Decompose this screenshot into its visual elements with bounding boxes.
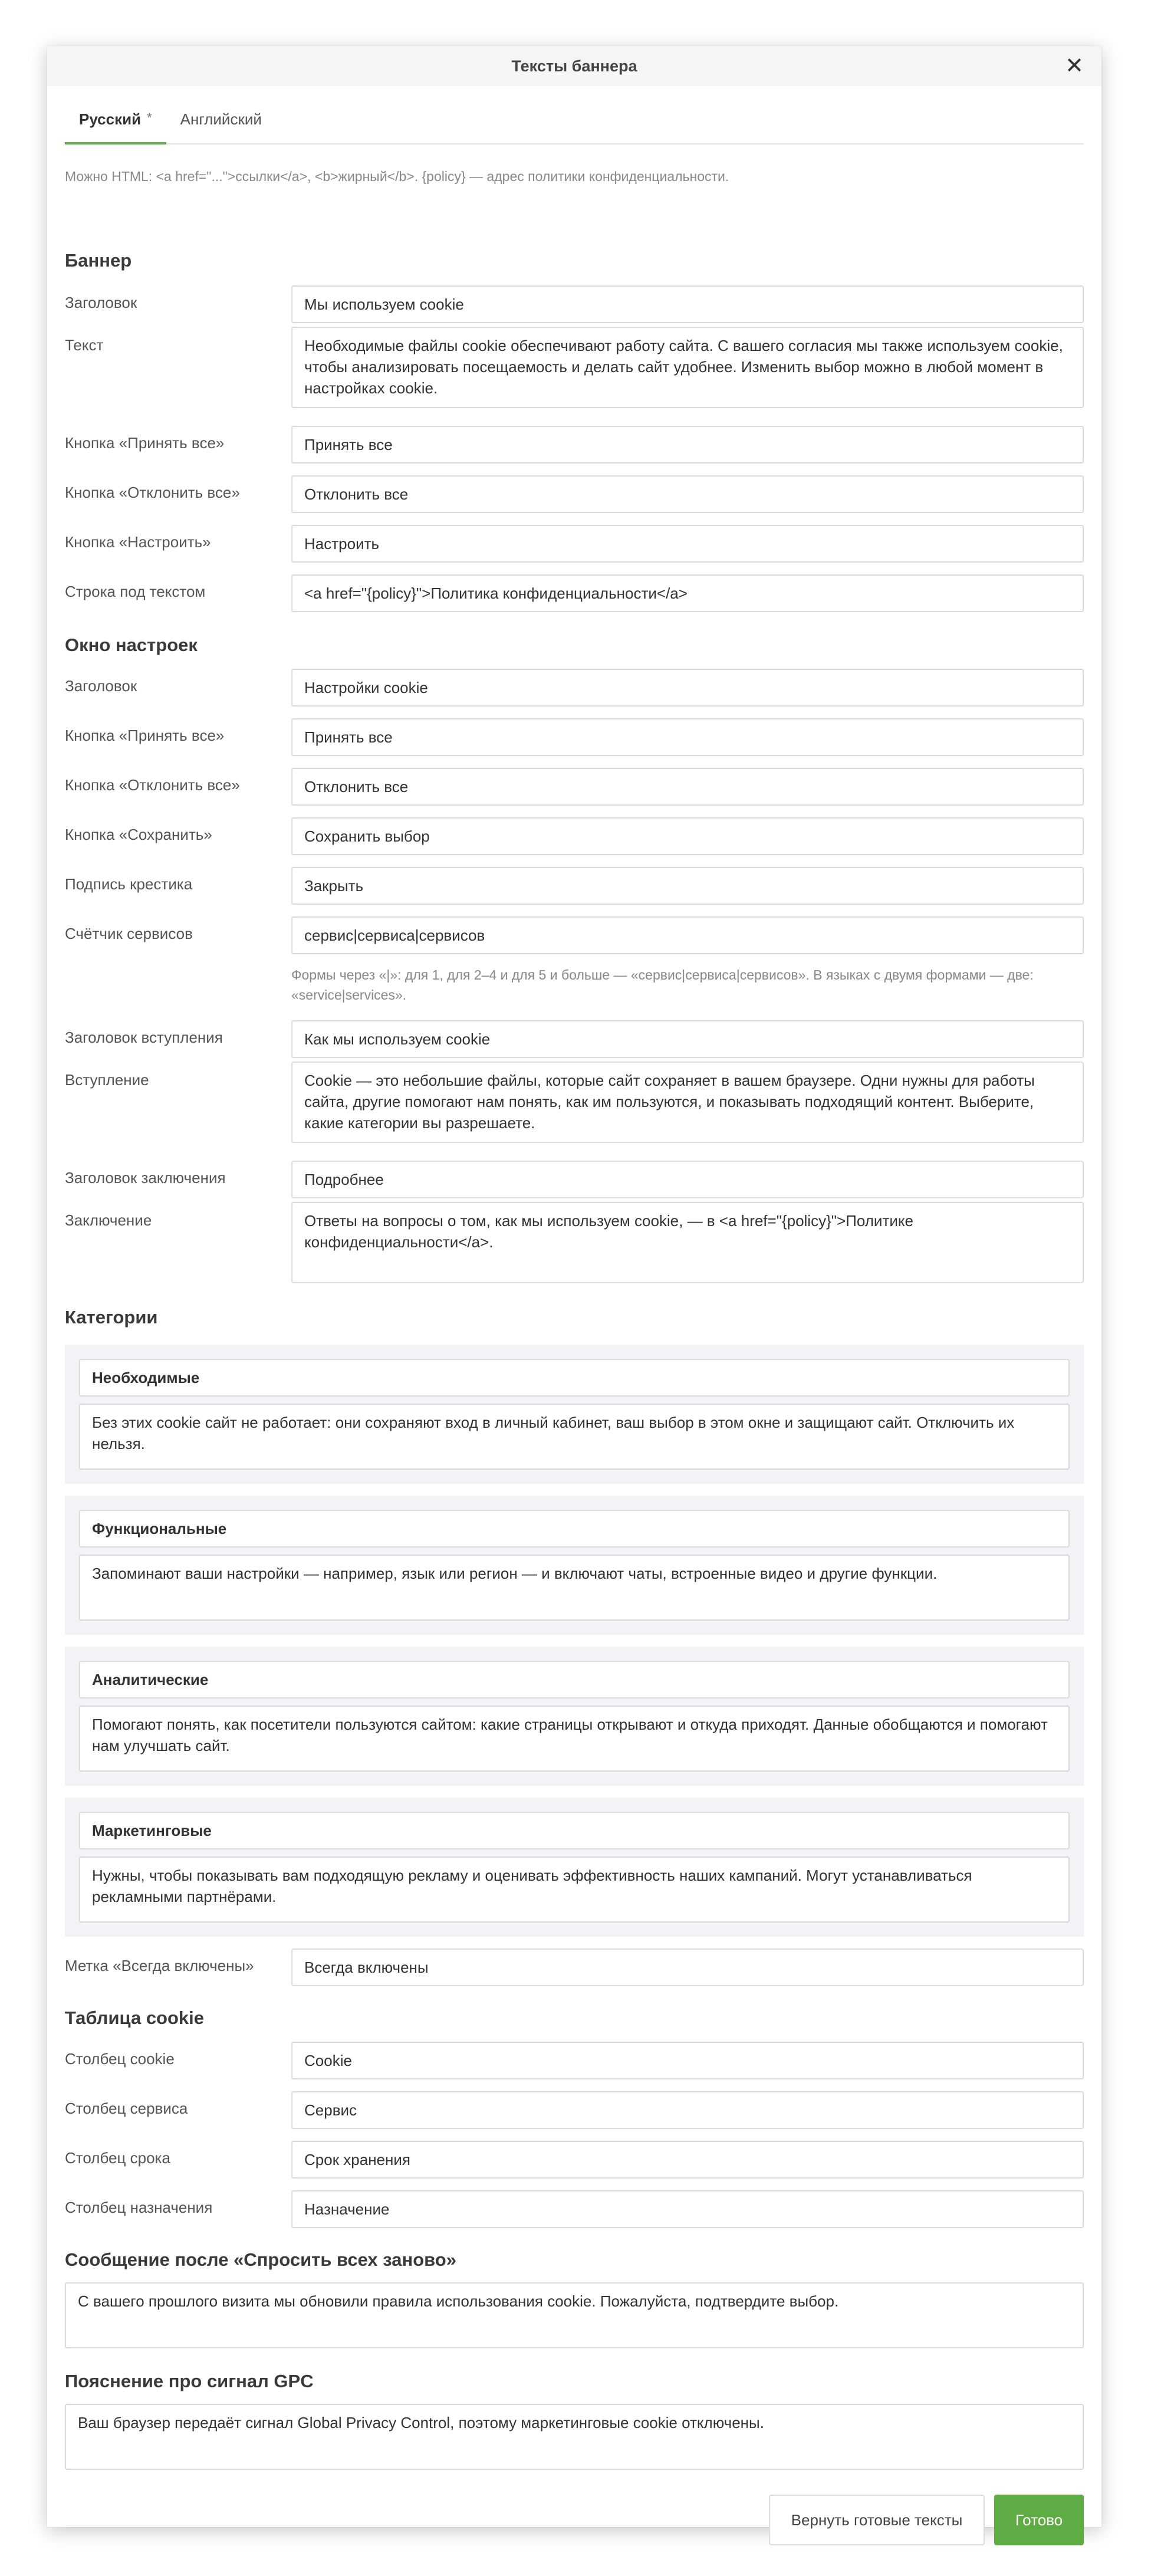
- tab-modified-marker: *: [147, 110, 152, 125]
- settings-intro-row: [65, 1062, 1084, 1143]
- settings-outro-title-row: [65, 1161, 1084, 1198]
- banner-section-title: Баннер: [65, 250, 132, 271]
- settings-accept-row: [65, 718, 1084, 756]
- settings-save-input[interactable]: Сохранить выбор: [291, 817, 1084, 855]
- gpc-textarea[interactable]: Ваш браузер передаёт сигнал Global Privacy Control, поэтому маркетинговые cookie отключены.: [65, 2404, 1084, 2470]
- banner-reject-row: [65, 475, 1084, 513]
- col-service-label: Столбец сервиса: [65, 2099, 188, 2117]
- col-duration-label: Столбец срока: [65, 2149, 170, 2167]
- settings-intro-title-label: Заголовок вступления: [65, 1029, 223, 1046]
- banner-text-row: [65, 327, 1084, 408]
- category-name-input[interactable]: Необходимые: [79, 1359, 1070, 1397]
- category-description-textarea[interactable]: Запоминают ваши настройки — например, язык или регион — и включают чаты, встроенные видео и другие функции.: [79, 1555, 1070, 1621]
- settings-counter-label: Счётчик сервисов: [65, 925, 193, 942]
- always-on-row: [65, 1949, 1084, 1986]
- banner-accept-input[interactable]: Принять все: [291, 426, 1084, 464]
- settings-title-input[interactable]: Настройки cookie: [291, 669, 1084, 707]
- done-button[interactable]: Готово: [994, 2495, 1084, 2545]
- banner-reject-input[interactable]: Отклонить все: [291, 475, 1084, 513]
- settings-reject-label: Кнопка «Отклонить все»: [65, 776, 240, 794]
- tab-english[interactable]: [166, 110, 276, 144]
- reask-textarea[interactable]: С вашего прошлого визита мы обновили правила использования cookie. Пожалуйста, подтвердите выбор.: [65, 2282, 1084, 2348]
- col-purpose-input[interactable]: Назначение: [291, 2190, 1084, 2228]
- settings-section-title-row: [65, 635, 1084, 656]
- category-marketing: [65, 1798, 1084, 1937]
- settings-counter-help-row: [65, 965, 1084, 1006]
- settings-intro-label: Вступление: [65, 1071, 149, 1089]
- settings-accept-label: Кнопка «Принять все»: [65, 727, 225, 744]
- col-service-input[interactable]: Сервис: [291, 2091, 1084, 2129]
- settings-title-row: [65, 669, 1084, 707]
- gpc-row: [65, 2404, 1084, 2470]
- category-analytics: [65, 1647, 1084, 1786]
- settings-intro-textarea[interactable]: Cookie — это небольшие файлы, которые сайт сохраняет в вашем браузере. Одни нужны для работы сайта, другие помогают нам понять, как им пользуются, и показывать подходящий контент. Выберите, какие категории вы разрешаете.: [291, 1062, 1084, 1143]
- banner-subline-row: [65, 574, 1084, 612]
- reask-section-title: Сообщение после «Спросить всех заново»: [65, 2249, 456, 2270]
- texts-modal: [47, 46, 1101, 2527]
- categories-section-title: Категории: [65, 1307, 158, 1328]
- close-icon[interactable]: ✕: [1065, 54, 1084, 78]
- category-description-textarea[interactable]: Помогают понять, как посетители пользуются сайтом: какие страницы открывают и откуда приходят. Данные обобщаются и помогают нам улучшать сайт.: [79, 1706, 1070, 1772]
- banner-subline-input[interactable]: <a href="{policy}">Политика конфиденциальности</a>: [291, 574, 1084, 612]
- col-duration-row: [65, 2141, 1084, 2179]
- settings-outro-label: Заключение: [65, 1211, 152, 1229]
- category-name-input[interactable]: Аналитические: [79, 1661, 1070, 1698]
- banner-configure-row: [65, 525, 1084, 563]
- banner-text-label: Текст: [65, 336, 104, 354]
- banner-title-label: Заголовок: [65, 294, 137, 311]
- banner-section-title-row: [65, 250, 1084, 271]
- html-hint: Можно HTML: <a href="...">ссылки</a>, <b>жирный</b>. {policy} — адрес политики конфиденциальности.: [65, 169, 729, 184]
- reask-row: [65, 2282, 1084, 2348]
- banner-title-input[interactable]: Мы используем cookie: [291, 285, 1084, 323]
- settings-intro-title-row: [65, 1020, 1084, 1058]
- category-description-textarea[interactable]: Без этих cookie сайт не работает: они сохраняют вход в личный кабинет, ваш выбор в этом окне и защищают сайт. Отключить их нельзя.: [79, 1404, 1070, 1470]
- category-functional: [65, 1496, 1084, 1635]
- banner-accept-row: [65, 426, 1084, 464]
- settings-intro-title-input[interactable]: Как мы используем cookie: [291, 1020, 1084, 1058]
- tab-russian[interactable]: [65, 110, 166, 144]
- settings-close-label: Подпись крестика: [65, 875, 193, 893]
- reset-texts-button[interactable]: Вернуть готовые тексты: [769, 2495, 985, 2545]
- settings-counter-input[interactable]: сервис|сервиса|сервисов: [291, 916, 1084, 954]
- settings-outro-textarea[interactable]: Ответы на вопросы о том, как мы используем cookie, — в <a href="{policy}">Политике конфиденциальности</a>.: [291, 1202, 1084, 1283]
- tab-english-label: Английский: [180, 110, 262, 128]
- settings-section-title: Окно настроек: [65, 635, 198, 655]
- col-cookie-label: Столбец cookie: [65, 2050, 175, 2068]
- modal-title: Тексты баннера: [511, 57, 637, 75]
- settings-reject-input[interactable]: Отклонить все: [291, 768, 1084, 806]
- reask-section-title-row: [65, 2249, 1084, 2271]
- modal-body: [47, 86, 1101, 2527]
- category-name-input[interactable]: Маркетинговые: [79, 1812, 1070, 1849]
- always-on-label: Метка «Всегда включены»: [65, 1957, 254, 1974]
- tab-russian-label: Русский: [79, 110, 142, 128]
- category-name-input[interactable]: Функциональные: [79, 1510, 1070, 1547]
- settings-save-row: [65, 817, 1084, 855]
- col-purpose-row: [65, 2190, 1084, 2228]
- col-purpose-label: Столбец назначения: [65, 2199, 213, 2216]
- settings-save-label: Кнопка «Сохранить»: [65, 826, 212, 843]
- banner-accept-label: Кнопка «Принять все»: [65, 434, 225, 452]
- banner-configure-input[interactable]: Настроить: [291, 525, 1084, 563]
- col-service-row: [65, 2091, 1084, 2129]
- settings-counter-row: [65, 916, 1084, 954]
- category-description-textarea[interactable]: Нужны, чтобы показывать вам подходящую рекламу и оценивать эффективность наших кампаний. Могут устанавливаться рекламными партнёрами.: [79, 1857, 1070, 1923]
- banner-title-row: [65, 285, 1084, 323]
- settings-outro-title-input[interactable]: Подробнее: [291, 1161, 1084, 1198]
- settings-counter-help: Формы через «|»: для 1, для 2–4 и для 5 и больше — «сервис|сервиса|сервисов». В языках с двумя формами — две: «service|services».: [291, 967, 1034, 1003]
- modal-header: [47, 46, 1101, 86]
- gpc-section-title-row: [65, 2371, 1084, 2392]
- always-on-input[interactable]: Всегда включены: [291, 1949, 1084, 1986]
- banner-configure-label: Кнопка «Настроить»: [65, 533, 211, 551]
- col-duration-input[interactable]: Срок хранения: [291, 2141, 1084, 2179]
- categories-section-title-row: [65, 1307, 1084, 1328]
- gpc-section-title: Пояснение про сигнал GPC: [65, 2371, 314, 2391]
- settings-title-label: Заголовок: [65, 677, 137, 695]
- col-cookie-row: [65, 2042, 1084, 2079]
- banner-reject-label: Кнопка «Отклонить все»: [65, 484, 240, 501]
- settings-reject-row: [65, 768, 1084, 806]
- category-necessary: [65, 1345, 1084, 1484]
- cookie-table-section-title: Таблица cookie: [65, 2007, 205, 2028]
- col-cookie-input[interactable]: Cookie: [291, 2042, 1084, 2079]
- banner-subline-label: Строка под текстом: [65, 583, 206, 600]
- settings-close-row: [65, 867, 1084, 905]
- banner-text-textarea[interactable]: Необходимые файлы cookie обеспечивают работу сайта. С вашего согласия мы также используем cookie, чтобы анализировать посещаемость и делать сайт удобнее. Изменить выбор можно в любой момент в настройках cookie.: [291, 327, 1084, 408]
- settings-accept-input[interactable]: Принять все: [291, 718, 1084, 756]
- settings-close-input[interactable]: Закрыть: [291, 867, 1084, 905]
- settings-outro-title-label: Заголовок заключения: [65, 1169, 226, 1187]
- settings-outro-row: [65, 1202, 1084, 1283]
- cookie-table-section-title-row: [65, 2007, 1084, 2029]
- language-tabs: [65, 86, 1084, 144]
